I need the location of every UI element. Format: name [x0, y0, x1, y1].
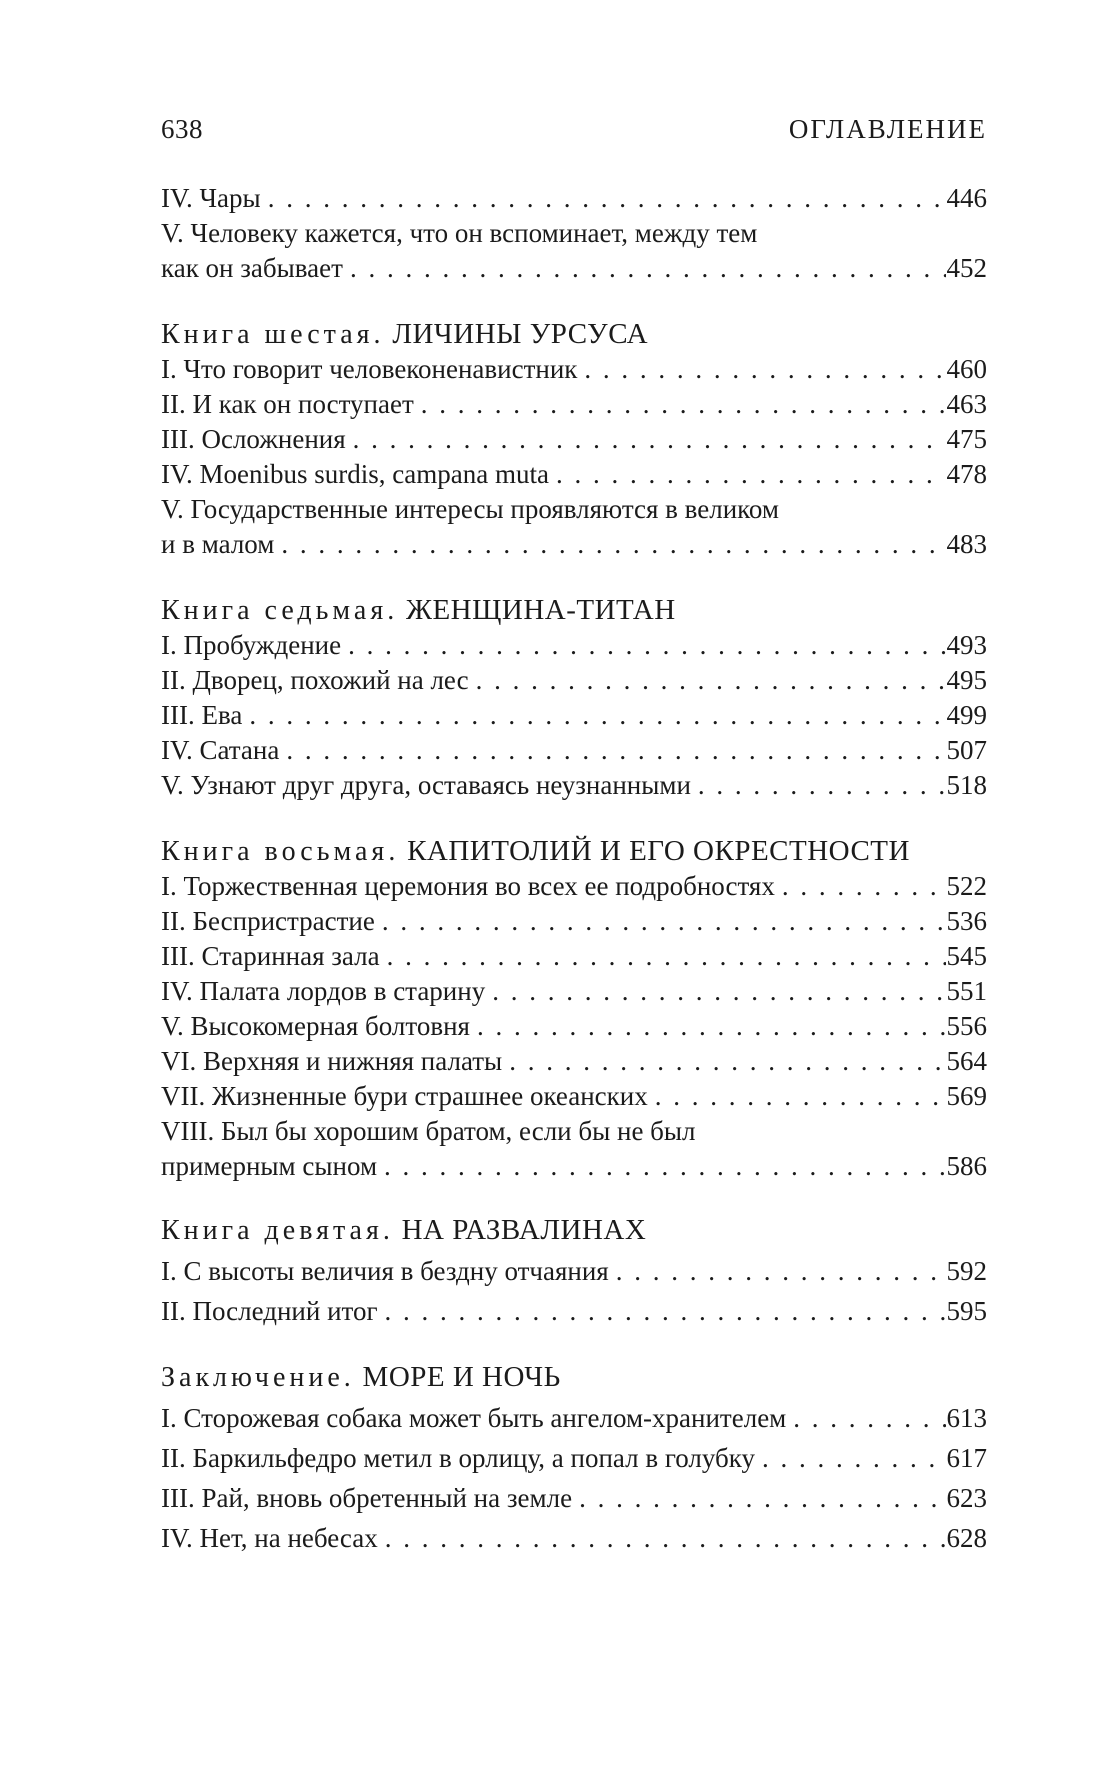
toc-entry-page: 446	[946, 183, 987, 213]
dot-leader	[782, 869, 946, 904]
toc-entry	[161, 422, 987, 457]
section-heading-title: ЛИЧИНЫ УРСУСА	[384, 318, 649, 350]
toc-entry	[161, 457, 987, 492]
toc-entry-page: 617	[946, 1443, 987, 1473]
dot-leader	[556, 457, 946, 492]
toc-entry-title: IV. Сатана	[161, 735, 280, 765]
toc-entry-page: 463	[946, 389, 987, 419]
toc-entry-page: 522	[946, 871, 987, 901]
toc-section	[161, 1210, 987, 1331]
section-heading-title: КАПИТОЛИЙ И ЕГО ОКРЕСТНОСТИ	[399, 835, 910, 867]
section-heading-book: Книга восьмая.	[161, 836, 400, 867]
dot-leader	[385, 1291, 946, 1331]
toc-entry	[161, 527, 987, 562]
toc-entry	[161, 1438, 987, 1478]
toc-entry	[161, 1398, 987, 1438]
section-heading-book: Заключение.	[161, 1362, 355, 1393]
toc-entry	[161, 974, 987, 1009]
toc-entry-page: 592	[946, 1256, 987, 1286]
toc-entry-title: I. Что говорит человеконенавистник	[161, 354, 578, 384]
toc-entry-title: II. И как он поступает	[161, 389, 414, 419]
toc-entry-title: VI. Верхняя и нижняя палаты	[161, 1046, 503, 1076]
toc-section	[161, 181, 987, 286]
toc-entry-page: 613	[946, 1403, 987, 1433]
toc-entry	[161, 1114, 987, 1149]
dot-leader	[353, 422, 946, 457]
toc-entry-page: 460	[946, 354, 987, 384]
toc-entry-page: 551	[946, 976, 987, 1006]
dot-leader	[286, 733, 945, 768]
toc-entry	[161, 628, 987, 663]
toc-entry	[161, 1518, 987, 1558]
toc-entry-page: 495	[946, 665, 987, 695]
toc-section	[161, 834, 987, 1184]
toc-entry-page: 556	[946, 1011, 987, 1041]
toc-entry	[161, 1291, 987, 1331]
section-heading	[161, 1210, 987, 1251]
section-heading	[161, 834, 987, 869]
toc-entry-title: II. Последний итог	[161, 1296, 378, 1326]
toc-entry-title: I. Торжественная церемония во всех ее подробностях	[161, 871, 775, 901]
toc-entry-page: 507	[946, 735, 987, 765]
toc-entry-title: как он забывает	[161, 253, 343, 283]
toc-entry-page: 564	[946, 1046, 987, 1076]
toc-entry	[161, 1009, 987, 1044]
section-heading-title: МОРЕ И НОЧЬ	[354, 1361, 561, 1393]
toc-entry	[161, 1044, 987, 1079]
toc-entry	[161, 1079, 987, 1114]
toc-entry-page: 483	[946, 529, 987, 559]
toc-entry	[161, 1251, 987, 1291]
toc-entry	[161, 733, 987, 768]
dot-leader	[421, 387, 946, 422]
section-heading-book: Книга шестая.	[161, 319, 385, 350]
dot-leader	[793, 1398, 945, 1438]
dot-leader	[698, 768, 946, 803]
toc-entry-title: II. Баркильфедро метил в орлицу, а попал в голубку	[161, 1443, 755, 1473]
dot-leader	[579, 1478, 945, 1518]
toc-entry-title: II. Дворец, похожий на лес	[161, 665, 469, 695]
toc-entry	[161, 492, 987, 527]
toc-entry	[161, 181, 987, 216]
toc-entry	[161, 1149, 987, 1184]
toc-entry-title: III. Осложнения	[161, 424, 346, 454]
toc-entry-page: 586	[946, 1151, 987, 1181]
toc-entry-page: 499	[946, 700, 987, 730]
toc-entry	[161, 387, 987, 422]
running-title: ОГЛАВЛЕНИЕ	[788, 114, 987, 144]
toc-entry-title: I. С высоты величия в бездну отчаяния	[161, 1256, 609, 1286]
dot-leader	[509, 1044, 945, 1079]
toc-entry-title: V. Узнают друг друга, оставаясь неузнанными	[161, 770, 691, 800]
toc-entry-page: 452	[946, 253, 987, 283]
toc-entry-page: 545	[946, 941, 987, 971]
toc-entry-title: III. Рай, вновь обретенный на земле	[161, 1483, 573, 1513]
toc-section	[161, 1357, 987, 1558]
section-heading	[161, 317, 987, 352]
dot-leader	[762, 1438, 946, 1478]
dot-leader	[382, 904, 946, 939]
toc-entry-title: IV. Moenibus surdis, campana muta	[161, 459, 549, 489]
toc-entry	[161, 663, 987, 698]
section-heading	[161, 1357, 987, 1398]
toc-entry-page: 628	[946, 1523, 987, 1553]
dot-leader	[476, 663, 946, 698]
running-head	[161, 112, 987, 147]
section-heading-title: ЖЕНЩИНА-ТИТАН	[398, 594, 676, 626]
toc-entry-title: I. Пробуждение	[161, 630, 342, 660]
dot-leader	[616, 1251, 946, 1291]
dot-leader	[584, 352, 945, 387]
toc-section	[161, 593, 987, 803]
toc-entry	[161, 698, 987, 733]
toc-entry-title: IV. Чары	[161, 183, 261, 213]
toc-entry-page: 518	[946, 770, 987, 800]
toc-entry-title: и в малом	[161, 529, 275, 559]
toc-entry-page: 493	[946, 630, 987, 660]
toc-entry-page: 569	[946, 1081, 987, 1111]
section-heading-title: НА РАЗВАЛИНАХ	[393, 1214, 647, 1246]
toc-entry-title: VIII. Был бы хорошим братом, если бы не был	[161, 1116, 696, 1146]
toc-entry-title: III. Ева	[161, 700, 243, 730]
dot-leader	[268, 181, 946, 216]
dot-leader	[492, 974, 945, 1009]
toc-entry	[161, 251, 987, 286]
toc-entry-title: II. Беспристрастие	[161, 906, 375, 936]
dot-leader	[387, 939, 946, 974]
toc-entry-title: VII. Жизненные бури страшнее океанских	[161, 1081, 648, 1111]
dot-leader	[655, 1079, 946, 1114]
dot-leader	[350, 251, 946, 286]
toc-entry-page: 595	[946, 1296, 987, 1326]
toc-entry-page: 475	[946, 424, 987, 454]
dot-leader	[384, 1149, 945, 1184]
toc-entry-title: IV. Палата лордов в старину	[161, 976, 486, 1006]
toc-entry	[161, 352, 987, 387]
toc-entry-title: V. Человеку кажется, что он вспоминает, между тем	[161, 218, 758, 248]
toc-entry-title: V. Высокомерная болтовня	[161, 1011, 470, 1041]
page-number: 638	[161, 114, 203, 144]
toc-entry-page: 478	[946, 459, 987, 489]
toc-entry-title: примерным сыном	[161, 1151, 378, 1181]
section-heading	[161, 593, 987, 628]
toc-entry	[161, 904, 987, 939]
dot-leader	[385, 1518, 946, 1558]
section-heading-book: Книга седьмая.	[161, 595, 399, 626]
toc-entry-title: III. Старинная зала	[161, 941, 380, 971]
toc-entry	[161, 768, 987, 803]
toc-entry-title: IV. Нет, на небесах	[161, 1523, 378, 1553]
toc-entry-page: 623	[946, 1483, 987, 1513]
toc-entry	[161, 1478, 987, 1518]
dot-leader	[281, 527, 945, 562]
dot-leader	[249, 698, 945, 733]
dot-leader	[477, 1009, 946, 1044]
toc-entry-title: I. Сторожевая собака может быть ангелом-хранителем	[161, 1403, 787, 1433]
toc-entry-page: 536	[946, 906, 987, 936]
dot-leader	[348, 628, 945, 663]
toc-entry	[161, 216, 987, 251]
toc-entry	[161, 939, 987, 974]
section-heading-book: Книга девятая.	[161, 1215, 394, 1246]
table-of-contents	[161, 181, 987, 1558]
toc-entry-title: V. Государственные интересы проявляются в великом	[161, 494, 779, 524]
toc-section	[161, 317, 987, 562]
toc-entry	[161, 869, 987, 904]
